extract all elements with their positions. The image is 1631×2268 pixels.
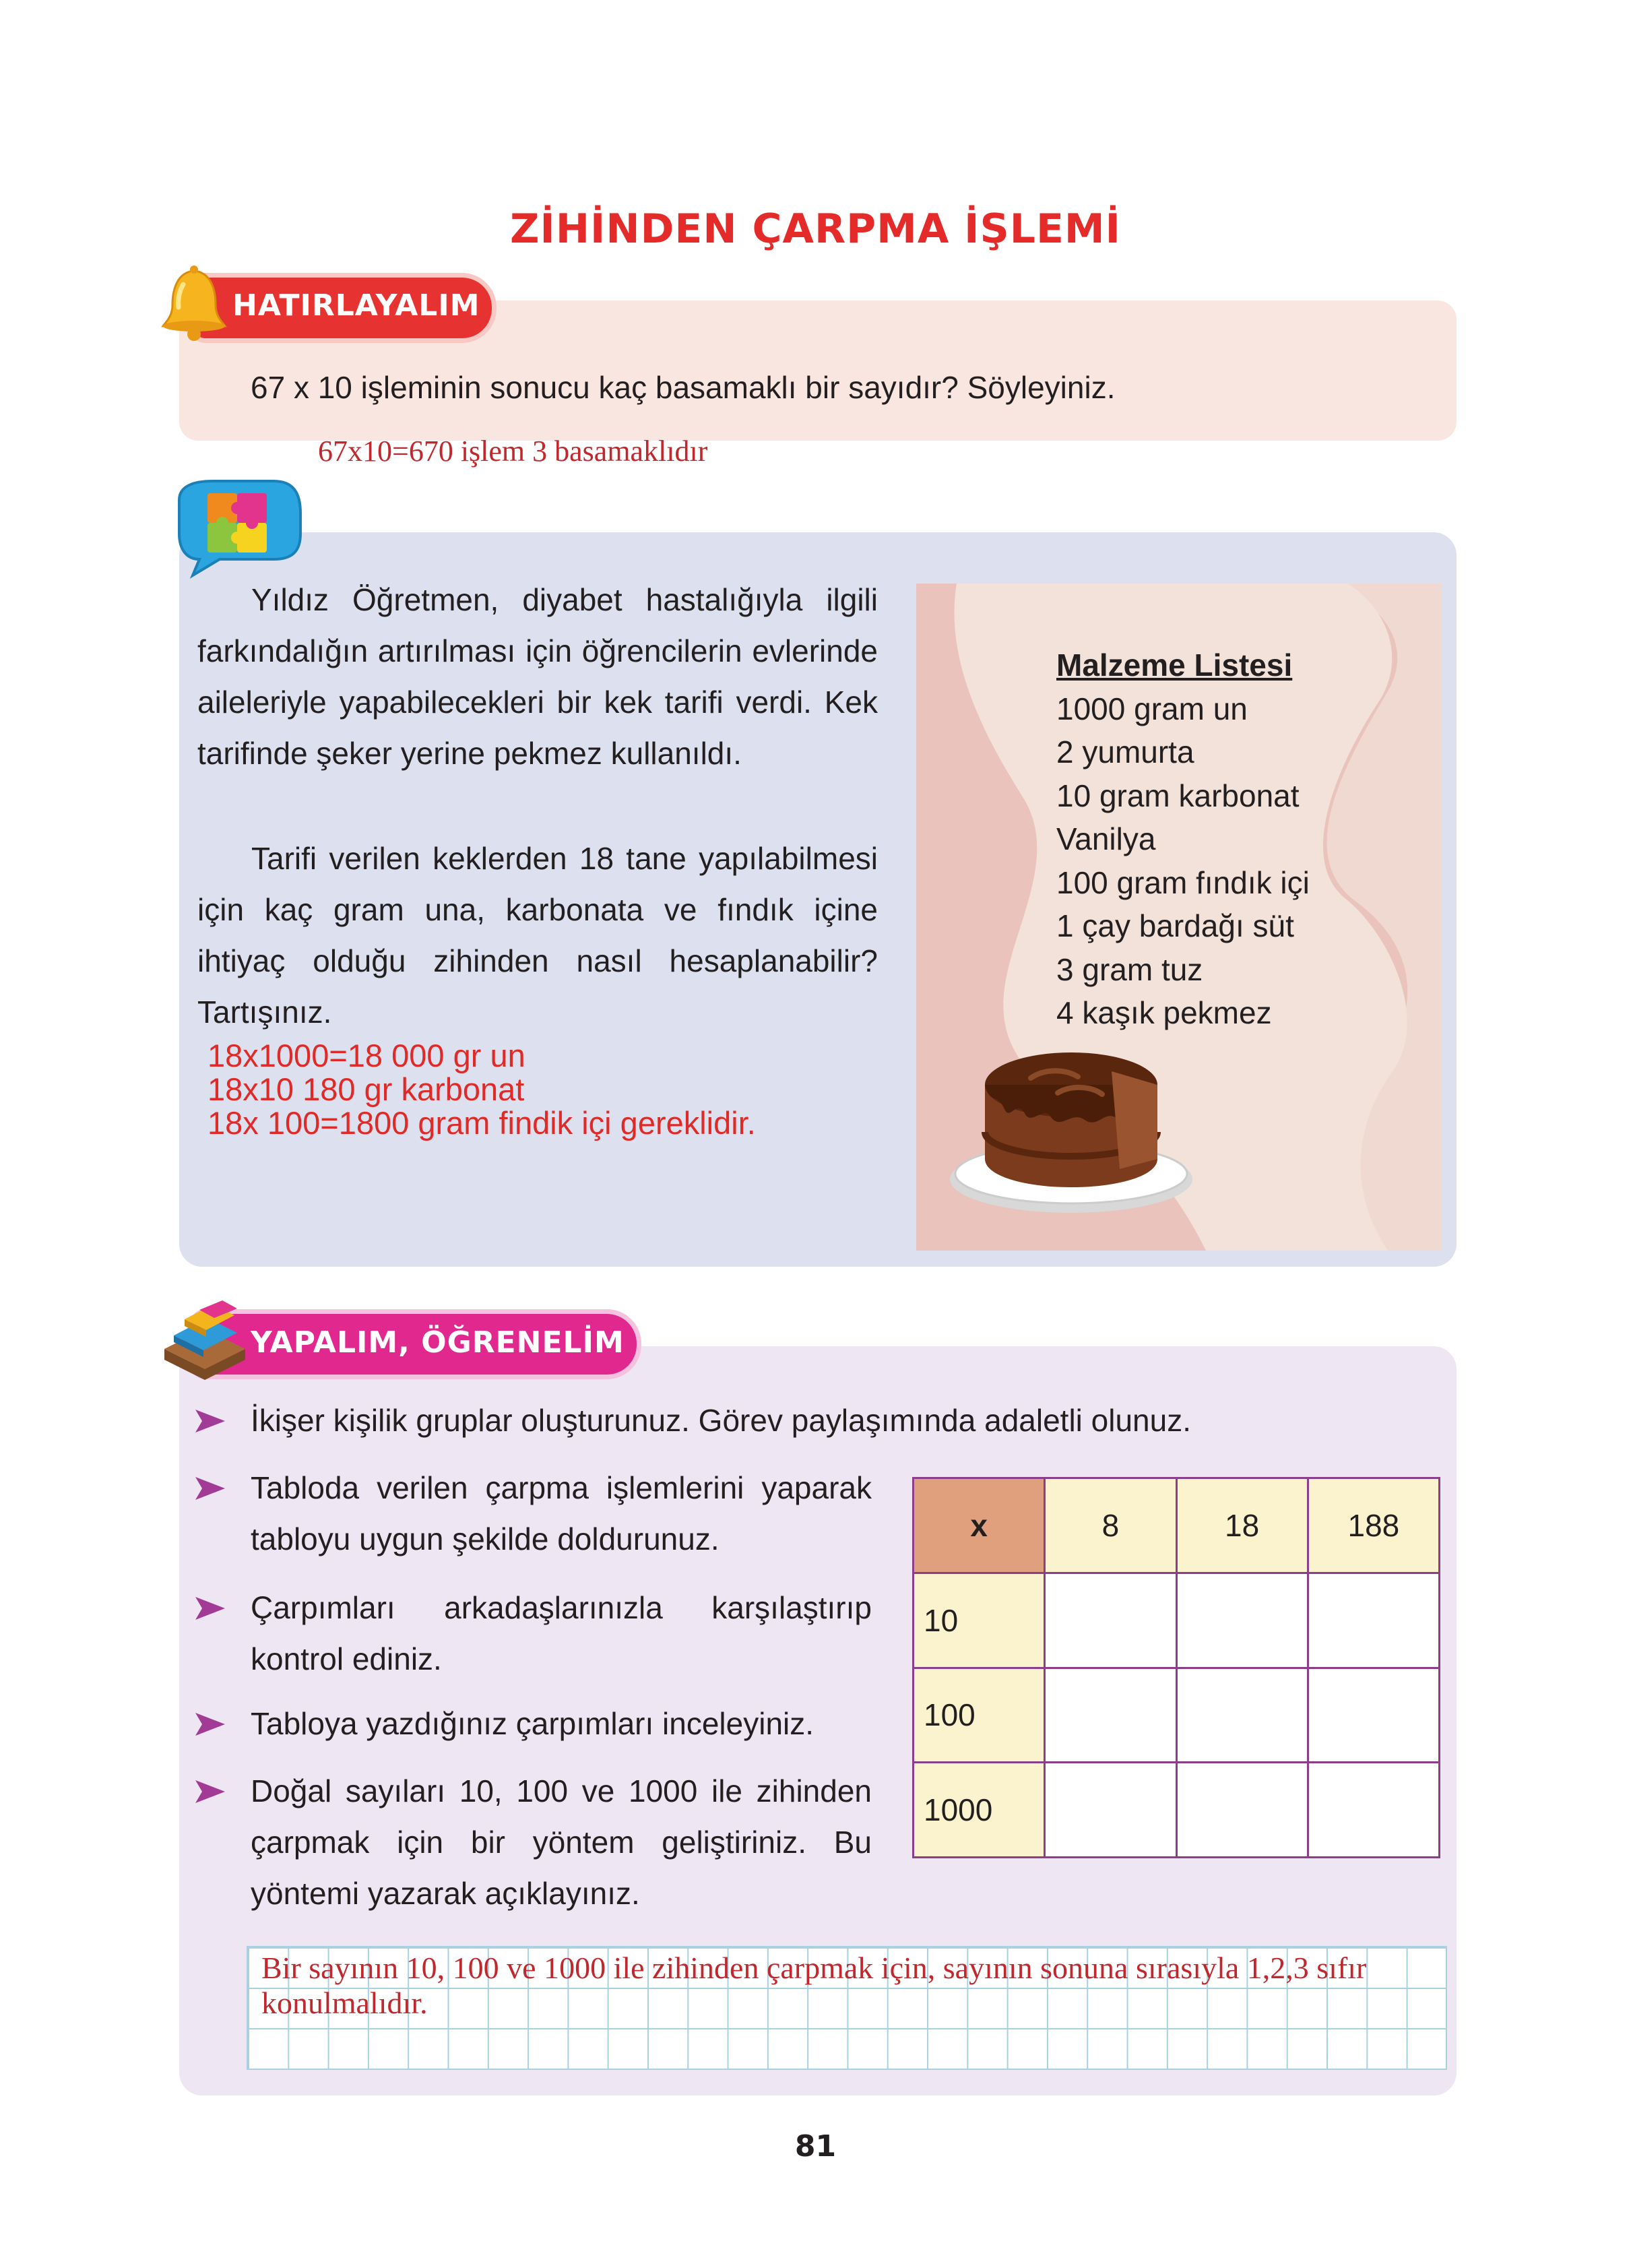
page-title: ZİHİNDEN ÇARPMA İŞLEMİ — [510, 206, 1121, 253]
puzzle-icon — [166, 473, 314, 581]
table-row-header: 100 — [914, 1668, 1045, 1763]
arrow-bullet-icon — [194, 1474, 228, 1503]
recipe-item: 3 gram tuz — [1056, 951, 1203, 987]
hatirlayalim-tag-label: HATIRLAYALIM — [232, 288, 480, 323]
answer-line: 18x1000=18 000 gr un — [207, 1038, 525, 1073]
table-header-row — [914, 1478, 1440, 1573]
table-cell[interactable] — [1308, 1573, 1439, 1668]
books-icon — [158, 1295, 252, 1383]
multiplication-table — [912, 1477, 1440, 1858]
problem-answers — [207, 1039, 756, 1140]
bullet-text-1: İkişer kişilik gruplar oluşturunuz. Görev paylaşımında adaletli olunuz. — [251, 1403, 1191, 1438]
arrow-bullet-icon — [194, 1777, 228, 1806]
table-column-header: 8 — [1045, 1478, 1176, 1573]
bullet-text-2: Tabloda verilen çarpma işlemlerini yaparak tabloyu uygun şekilde doldurunuz. — [251, 1470, 872, 1556]
table-cell[interactable] — [1308, 1668, 1439, 1763]
table-column-header: 188 — [1308, 1478, 1439, 1573]
yapalim-answer: Bir sayının 10, 100 ve 1000 ile zihinden çarpmak için, sayının sonuna sırasıyla 1,2,3 sıfır konulmalıdır. — [261, 1951, 1367, 2020]
recipe-item: 2 yumurta — [1056, 734, 1194, 769]
table-row — [914, 1573, 1440, 1668]
recipe-list — [1056, 643, 1310, 1035]
yapalim-tag-label: YAPALIM, ÖĞRENELİM — [251, 1325, 625, 1360]
recipe-title: Malzeme Listesi — [1056, 648, 1293, 683]
hatirlayalim-answer: 67x10=670 işlem 3 basamaklıdır — [318, 435, 708, 468]
recipe-item: 4 kaşık pekmez — [1056, 995, 1272, 1030]
recipe-item: Vanilya — [1056, 821, 1156, 856]
table-corner: x — [914, 1478, 1045, 1573]
hatirlayalim-question: 67 x 10 işleminin sonucu kaç basamaklı bir sayıdır? Söyleyiniz. — [251, 370, 1116, 405]
table-row — [914, 1668, 1440, 1763]
arrow-bullet-icon — [194, 1594, 228, 1623]
table-column-header: 18 — [1176, 1478, 1308, 1573]
cake-illustration — [943, 1031, 1199, 1220]
table-cell[interactable] — [1045, 1763, 1176, 1858]
recipe-item: 10 gram karbonat — [1056, 778, 1300, 813]
arrow-bullet-icon — [194, 1710, 228, 1738]
page-number: 81 — [794, 2129, 837, 2164]
bullet-text-4: Tabloya yazdığınız çarpımları inceleyiniz. — [251, 1706, 814, 1741]
table-cell[interactable] — [1045, 1573, 1176, 1668]
recipe-item: 1 çay bardağı süt — [1056, 908, 1294, 943]
table-cell[interactable] — [1176, 1573, 1308, 1668]
answer-line: 18x 100=1800 gram findik içi gereklidir. — [207, 1105, 756, 1141]
table-row — [914, 1763, 1440, 1858]
problem-paragraph-2: Tarifi verilen keklerden 18 tane yapılabilmesi için kaç gram una, karbonata ve fındık içine ihtiyaç olduğu zihinden nasıl hesaplanabilir? Tartışınız. — [197, 841, 878, 1030]
table-cell[interactable] — [1176, 1763, 1308, 1858]
recipe-item: 100 gram fındık içi — [1056, 864, 1310, 900]
table-cell[interactable] — [1308, 1763, 1439, 1858]
recipe-item: 1000 gram un — [1056, 691, 1248, 726]
answer-line: 18x10 180 gr karbonat — [207, 1071, 525, 1107]
bell-icon — [154, 264, 234, 345]
table-cell[interactable] — [1045, 1668, 1176, 1763]
table-cell[interactable] — [1176, 1668, 1308, 1763]
table-row-header: 10 — [914, 1573, 1045, 1668]
bullet-text-5: Doğal sayıları 10, 100 ve 1000 ile zihinden çarpmak için bir yöntem geliştiriniz. Bu yöntemi yazarak açıklayınız. — [251, 1773, 872, 1911]
bullet-text-3: Çarpımları arkadaşlarınızla karşılaştırıp kontrol ediniz. — [251, 1590, 872, 1676]
arrow-bullet-icon — [194, 1407, 228, 1435]
problem-paragraph-1: Yıldız Öğretmen, diyabet hastalığıyla ilgili farkındalığın artırılması için öğrencilerin evlerinde aileleriyle yapabilecekleri bir kek tarifi verdi. Kek tarifinde şeker yerine pekmez kullanıldı. — [197, 582, 878, 771]
table-row-header: 1000 — [914, 1763, 1045, 1858]
